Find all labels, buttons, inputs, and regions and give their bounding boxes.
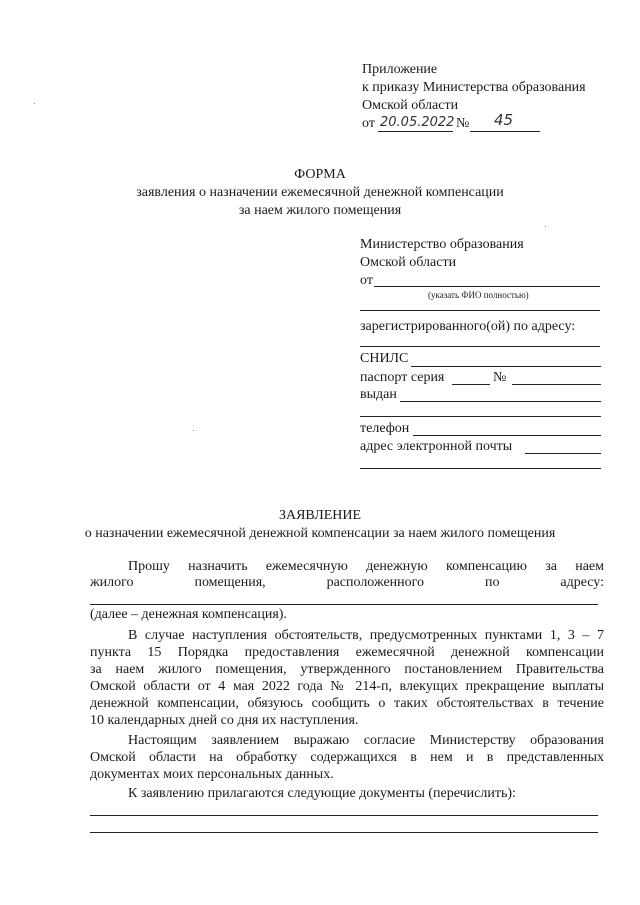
- registered-label: зарегистрированного(ой) по адресу:: [360, 319, 576, 334]
- issued-label: выдан: [360, 387, 397, 402]
- passport-number-label: №: [493, 370, 507, 385]
- fio-field-line-2: [360, 310, 600, 311]
- appendix-line-3: Омской области: [362, 98, 459, 113]
- date-underline: [378, 131, 453, 132]
- form-subtitle-1: заявления о назначении ежемесячной денежной компенсации: [136, 185, 504, 200]
- paragraph-2-line-5: денежной компенсации, обязуюсь сообщить о таких обстоятельствах в течение: [90, 696, 604, 711]
- paragraph-2-line-1: В случае наступления обстоятельств, предусмотренных пунктами 1, 3 – 7: [128, 628, 604, 643]
- phone-field-line: [413, 435, 601, 436]
- statement-subtitle: о назначении ежемесячной денежной компенсации за наем жилого помещения: [84, 526, 556, 541]
- paragraph-4-line-1: К заявлению прилагаются следующие документы (перечислить):: [128, 786, 516, 801]
- passport-series-line: [452, 384, 490, 385]
- form-title: ФОРМА: [294, 167, 346, 182]
- email-field-line-2: [360, 468, 601, 469]
- appendix-date-value: 20.05.2022: [380, 115, 455, 130]
- documents-blank-line-1: [90, 815, 598, 816]
- number-underline: [470, 131, 540, 132]
- email-field-line: [525, 453, 601, 454]
- appendix-date-prefix: от: [362, 116, 375, 131]
- address-field-line: [360, 346, 600, 347]
- appendix-line-2: к приказу Министерства образования: [362, 80, 586, 95]
- email-label: адрес электронной почты: [360, 439, 513, 454]
- paragraph-1-line-2: жилого помещения, расположенного по адресу:: [90, 575, 604, 590]
- paragraph-2-line-3: за наем жилого помещения, утвержденного постановлением Правительства: [90, 662, 604, 677]
- addressee-line-2: Омской области: [360, 255, 457, 270]
- paragraph-3-line-3: документах моих персональных данных.: [90, 767, 334, 782]
- scan-speck: [545, 226, 546, 227]
- paragraph-3-line-2: Омской области на обработку содержащихся в нем и в представленных: [90, 750, 604, 765]
- paragraph-1-line-1: Прошу назначить ежемесячную денежную компенсацию за наем: [128, 559, 604, 574]
- statement-title: ЗАЯВЛЕНИЕ: [278, 508, 362, 523]
- snils-label: СНИЛС: [360, 351, 409, 366]
- scan-speck: [34, 103, 35, 104]
- paragraph-2-line-4: Омской области от 4 мая 2022 года № 214-п, влекущих прекращение выплаты: [90, 679, 604, 694]
- appendix-number-label: №: [456, 116, 470, 131]
- phone-label: телефон: [360, 421, 410, 436]
- paragraph-3-line-1: Настоящим заявлением выражаю согласие Министерству образования: [128, 733, 604, 748]
- fio-hint: (указать ФИО полностью): [428, 290, 529, 300]
- appendix-line-1: Приложение: [362, 62, 438, 77]
- addressee-line-1: Министерство образования: [360, 237, 524, 252]
- scan-speck: [193, 430, 194, 431]
- issued-field-line-2: [360, 416, 601, 417]
- paragraph-2-line-6: 10 календарных дней со дня их наступления.: [90, 713, 359, 728]
- paragraph-2-line-2: пункта 15 Порядка предоставления ежемесячной денежной компенсации: [90, 645, 604, 660]
- form-subtitle-2: за наем жилого помещения: [238, 203, 402, 218]
- passport-number-line: [512, 384, 601, 385]
- addressee-from-label: от: [360, 273, 373, 288]
- paragraph-1-line-3: (далее – денежная компенсация).: [90, 607, 287, 622]
- address-blank-line: [90, 604, 598, 605]
- issued-field-line: [400, 401, 601, 402]
- snils-field-line: [411, 366, 601, 367]
- passport-series-label: паспорт серия: [360, 370, 445, 385]
- appendix-number-value: 45: [494, 111, 514, 129]
- documents-blank-line-2: [90, 832, 598, 833]
